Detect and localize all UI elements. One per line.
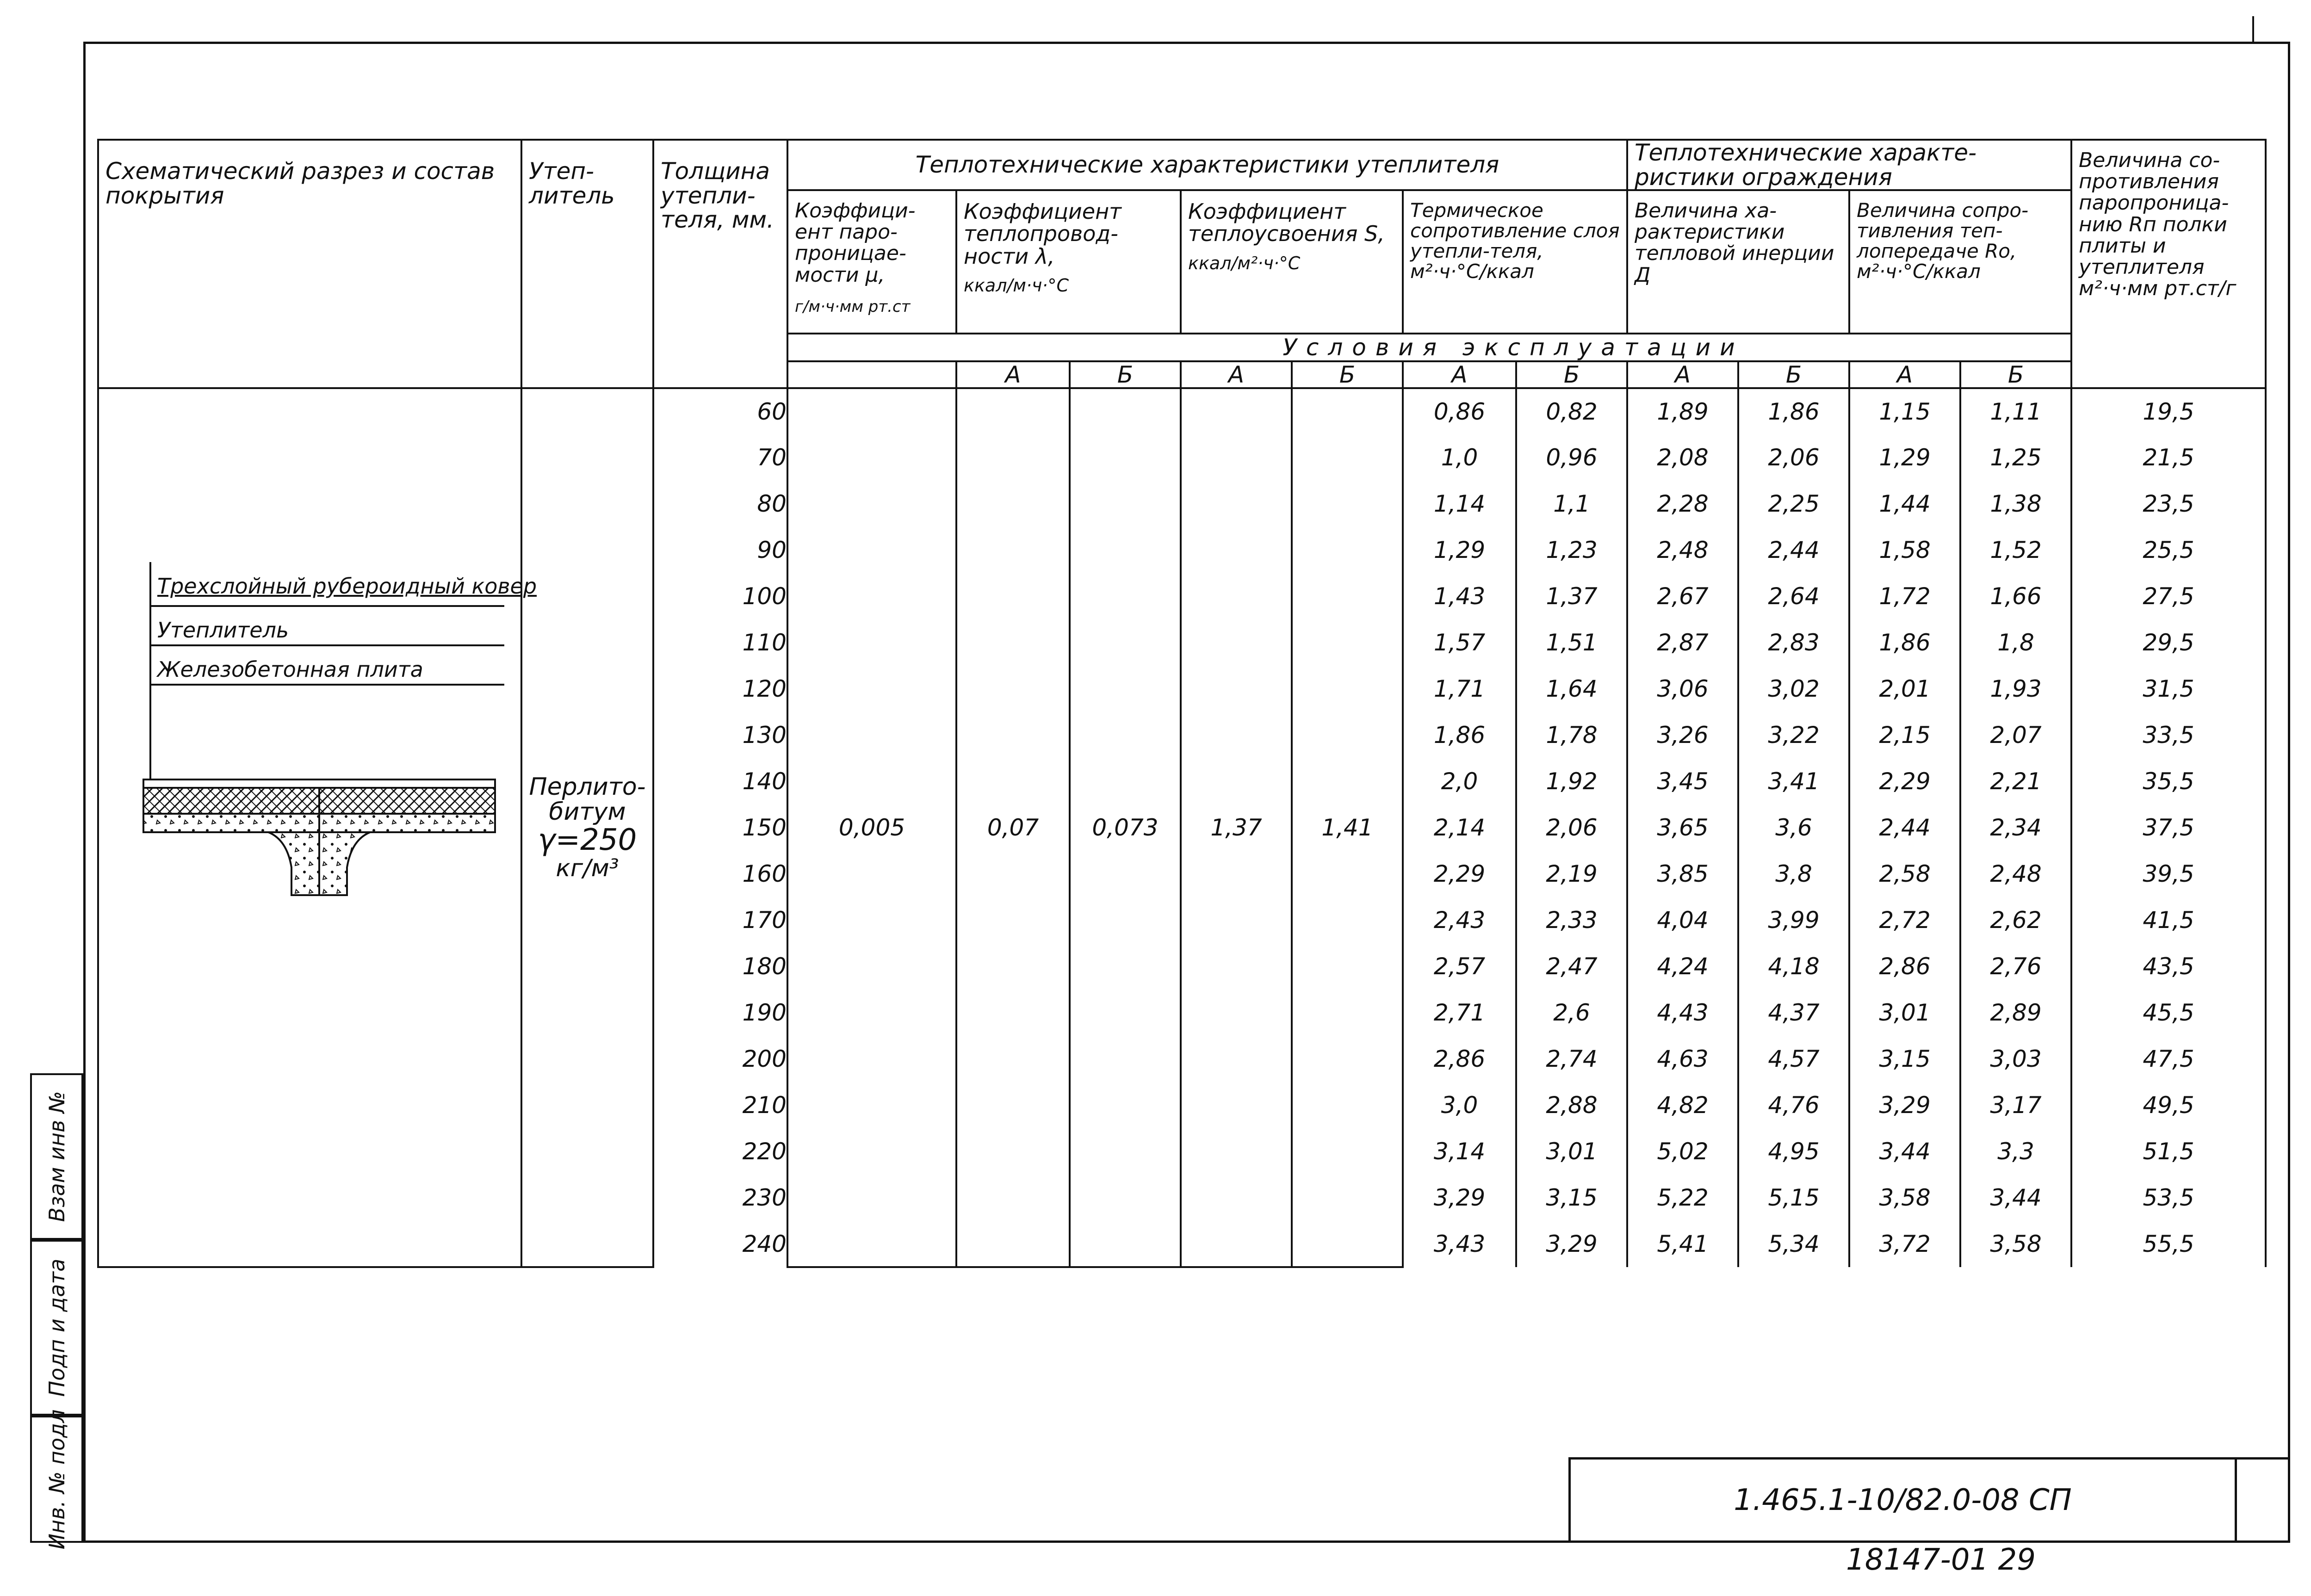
d-a-value: 4,43 [1627, 990, 1738, 1036]
ro-b-value: 3,58 [1960, 1221, 2071, 1267]
r-a-value: 3,43 [1403, 1221, 1516, 1267]
ro-a-value: 3,44 [1849, 1128, 1960, 1175]
ro-b-value: 2,89 [1960, 990, 2071, 1036]
insulation-name: Перлито-битум [529, 773, 646, 826]
d-a-value: 3,06 [1627, 666, 1738, 712]
ro-a-value: 2,01 [1849, 666, 1960, 712]
ro-b-value: 1,11 [1960, 388, 2071, 434]
cond-a: А [1181, 361, 1292, 388]
r-b-value: 3,01 [1516, 1128, 1627, 1175]
s-unit: ккал/м²·ч·°С [1188, 253, 1301, 273]
thickness-value: 200 [653, 1036, 787, 1082]
ro-a-value: 3,72 [1849, 1221, 1960, 1267]
rp-value: 33,5 [2071, 712, 2266, 758]
sheet-number: 18147-01 29 [1846, 1543, 2036, 1577]
r-a-value: 1,86 [1403, 712, 1516, 758]
r-a-value: 2,71 [1403, 990, 1516, 1036]
ab-spacer [787, 361, 956, 388]
d-a-value: 3,65 [1627, 804, 1738, 851]
ro-b-value: 2,21 [1960, 758, 2071, 804]
ro-b-value: 2,34 [1960, 804, 2071, 851]
d-b-value: 3,22 [1738, 712, 1849, 758]
lambda-unit: ккал/м·ч·°С [964, 275, 1069, 296]
ro-b-value: 1,66 [1960, 573, 2071, 619]
header-s [1181, 190, 1403, 334]
d-b-value: 4,57 [1738, 1036, 1849, 1082]
thickness-value: 70 [653, 434, 787, 481]
r-b-value: 0,96 [1516, 434, 1627, 481]
d-b-value: 5,34 [1738, 1221, 1849, 1267]
cond-spacer [787, 334, 956, 361]
cond-b: Б [1516, 361, 1627, 388]
d-b-value: 5,15 [1738, 1175, 1849, 1221]
d-a-value: 1,89 [1627, 388, 1738, 434]
r-b-value: 2,33 [1516, 897, 1627, 943]
cond-a: А [1403, 361, 1516, 388]
thickness-value: 230 [653, 1175, 787, 1221]
header-r: Термическое сопротивление слоя утепли-теля, м²·ч·°С/ккал [1403, 190, 1627, 334]
rp-value: 47,5 [2071, 1036, 2266, 1082]
insulation-unit: кг/м³ [556, 854, 619, 882]
document-code: 1.465.1-10/82.0-08 СП [1734, 1483, 2072, 1517]
insulation-cell [521, 388, 653, 1267]
thickness-value: 220 [653, 1128, 787, 1175]
rp-value: 49,5 [2071, 1082, 2266, 1128]
section-drawing [134, 562, 537, 904]
ro-a-value: 2,15 [1849, 712, 1960, 758]
r-b-value: 3,29 [1516, 1221, 1627, 1267]
cond-b: Б [1738, 361, 1849, 388]
r-a-value: 2,86 [1403, 1036, 1516, 1082]
ro-a-value: 3,58 [1849, 1175, 1960, 1221]
r-a-value: 1,14 [1403, 481, 1516, 527]
ro-b-value: 2,76 [1960, 943, 2071, 990]
r-a-value: 0,86 [1403, 388, 1516, 434]
binding-strip-sign-date [30, 1240, 83, 1416]
d-a-value: 2,87 [1627, 619, 1738, 666]
ro-a-value: 1,29 [1849, 434, 1960, 481]
d-a-value: 2,67 [1627, 573, 1738, 619]
d-b-value: 2,83 [1738, 619, 1849, 666]
cond-a: А [1627, 361, 1738, 388]
d-b-value: 2,06 [1738, 434, 1849, 481]
d-a-value: 5,02 [1627, 1128, 1738, 1175]
r-a-value: 1,57 [1403, 619, 1516, 666]
ro-a-value: 1,72 [1849, 573, 1960, 619]
r-a-value: 2,29 [1403, 851, 1516, 897]
legend-roofing: Трехслойный рубероидный ковер [157, 574, 537, 599]
thickness-value: 90 [653, 527, 787, 573]
rp-value: 43,5 [2071, 943, 2266, 990]
rp-value: 23,5 [2071, 481, 2266, 527]
ro-b-value: 2,62 [1960, 897, 2071, 943]
thickness-value: 190 [653, 990, 787, 1036]
r-b-value: 1,23 [1516, 527, 1627, 573]
roofing-layer [143, 779, 495, 788]
binding-strip-inv-no [30, 1409, 83, 1549]
header-insulation-characteristics: Теплотехнические характеристики утеплителя [787, 140, 1627, 190]
cond-b: Б [1070, 361, 1181, 388]
ro-a-value: 2,44 [1849, 804, 1960, 851]
r-b-value: 0,82 [1516, 388, 1627, 434]
d-a-value: 3,45 [1627, 758, 1738, 804]
lambda-a-value: 0,07 [956, 388, 1070, 1267]
r-b-value: 2,6 [1516, 990, 1627, 1036]
replace-inv-label: Взам инв № [44, 1091, 69, 1222]
d-b-value: 4,76 [1738, 1082, 1849, 1128]
d-b-value: 2,64 [1738, 573, 1849, 619]
r-b-value: 1,78 [1516, 712, 1627, 758]
ro-b-value: 3,03 [1960, 1036, 2071, 1082]
ro-a-value: 1,86 [1849, 619, 1960, 666]
ro-a-value: 2,72 [1849, 897, 1960, 943]
r-a-value: 2,43 [1403, 897, 1516, 943]
ro-a-value: 1,58 [1849, 527, 1960, 573]
thickness-value: 170 [653, 897, 787, 943]
rp-value: 37,5 [2071, 804, 2266, 851]
r-b-value: 2,74 [1516, 1036, 1627, 1082]
header-lambda [956, 190, 1181, 334]
ro-b-value: 1,38 [1960, 481, 2071, 527]
ro-a-value: 2,58 [1849, 851, 1960, 897]
mu-value: 0,005 [787, 388, 956, 1267]
lambda-label: Коэффициент теплопровод-ности λ, [964, 199, 1121, 269]
ro-a-value: 3,15 [1849, 1036, 1960, 1082]
header-conditions: Условия эксплуатации [956, 334, 2071, 361]
header-mu [787, 190, 956, 334]
rp-value: 39,5 [2071, 851, 2266, 897]
ro-a-value: 3,29 [1849, 1082, 1960, 1128]
ro-b-value: 1,93 [1960, 666, 2071, 712]
rp-value: 19,5 [2071, 388, 2266, 434]
r-b-value: 2,06 [1516, 804, 1627, 851]
ro-a-value: 3,01 [1849, 990, 1960, 1036]
rp-value: 25,5 [2071, 527, 2266, 573]
r-b-value: 1,1 [1516, 481, 1627, 527]
d-a-value: 5,22 [1627, 1175, 1738, 1221]
sign-date-label: Подп и дата [44, 1258, 69, 1397]
d-b-value: 3,6 [1738, 804, 1849, 851]
thickness-value: 210 [653, 1082, 787, 1128]
rp-value: 53,5 [2071, 1175, 2266, 1221]
rp-value: 51,5 [2071, 1128, 2266, 1175]
r-b-value: 1,51 [1516, 619, 1627, 666]
ro-a-value: 2,29 [1849, 758, 1960, 804]
d-b-value: 3,8 [1738, 851, 1849, 897]
d-a-value: 2,48 [1627, 527, 1738, 573]
d-a-value: 3,26 [1627, 712, 1738, 758]
d-b-value: 3,41 [1738, 758, 1849, 804]
r-b-value: 2,47 [1516, 943, 1627, 990]
header-vapor-resistance: Величина со-противления паропроница-нию Rп полки плиты и утеплителя м²·ч·мм рт.ст/г [2071, 140, 2266, 388]
ro-b-value: 1,25 [1960, 434, 2071, 481]
inv-no-label: Инв. № подл [44, 1409, 69, 1549]
d-b-value: 4,95 [1738, 1128, 1849, 1175]
cond-a: А [1849, 361, 1960, 388]
thickness-value: 180 [653, 943, 787, 990]
table-row [98, 388, 2266, 434]
header-enclosure-characteristics: Теплотехнические характе-ристики ограждения [1627, 140, 2071, 190]
r-b-value: 2,88 [1516, 1082, 1627, 1128]
r-a-value: 3,14 [1403, 1128, 1516, 1175]
cond-b: Б [1292, 361, 1403, 388]
r-b-value: 2,19 [1516, 851, 1627, 897]
thickness-value: 160 [653, 851, 787, 897]
d-a-value: 2,08 [1627, 434, 1738, 481]
rp-value: 55,5 [2071, 1221, 2266, 1267]
r-b-value: 1,92 [1516, 758, 1627, 804]
d-b-value: 4,37 [1738, 990, 1849, 1036]
roof-section-svg [134, 562, 523, 904]
insulation-density: γ=250 [538, 823, 637, 857]
ro-b-value: 3,44 [1960, 1175, 2071, 1221]
thickness-value: 150 [653, 804, 787, 851]
header-section: Схематический разрез и состав покрытия [98, 140, 521, 388]
ro-a-value: 1,15 [1849, 388, 1960, 434]
stamp-divider [2235, 1460, 2237, 1540]
thickness-value: 140 [653, 758, 787, 804]
rp-value: 45,5 [2071, 990, 2266, 1036]
thickness-value: 110 [653, 619, 787, 666]
lambda-b-value: 0,073 [1070, 388, 1181, 1267]
thickness-value: 80 [653, 481, 787, 527]
ro-b-value: 2,07 [1960, 712, 2071, 758]
r-a-value: 3,0 [1403, 1082, 1516, 1128]
d-b-value: 3,02 [1738, 666, 1849, 712]
corner-mark [2252, 16, 2254, 43]
d-b-value: 3,99 [1738, 897, 1849, 943]
r-a-value: 2,14 [1403, 804, 1516, 851]
ro-b-value: 3,17 [1960, 1082, 2071, 1128]
header-d: Величина ха-рактеристики тепловой инерции Д [1627, 190, 1849, 334]
r-a-value: 1,29 [1403, 527, 1516, 573]
header-ro: Величина сопро-тивления теп-лопередаче Rо, м²·ч·°С/ккал [1849, 190, 2071, 334]
rp-value: 27,5 [2071, 573, 2266, 619]
d-a-value: 4,24 [1627, 943, 1738, 990]
d-a-value: 4,63 [1627, 1036, 1738, 1082]
d-a-value: 4,04 [1627, 897, 1738, 943]
ro-b-value: 1,8 [1960, 619, 2071, 666]
r-b-value: 1,37 [1516, 573, 1627, 619]
header-insulation: Утеп-литель [521, 140, 653, 388]
binding-strip-replace-inv [30, 1073, 83, 1240]
title-stamp [1568, 1457, 2290, 1543]
r-a-value: 2,57 [1403, 943, 1516, 990]
header-thickness: Толщина утепли-теля, мм. [653, 140, 787, 388]
r-a-value: 1,43 [1403, 573, 1516, 619]
thickness-value: 60 [653, 388, 787, 434]
cond-a: А [956, 361, 1070, 388]
r-b-value: 1,64 [1516, 666, 1627, 712]
ro-a-value: 2,86 [1849, 943, 1960, 990]
rp-value: 21,5 [2071, 434, 2266, 481]
d-b-value: 2,44 [1738, 527, 1849, 573]
r-a-value: 1,0 [1403, 434, 1516, 481]
ro-b-value: 1,52 [1960, 527, 2071, 573]
d-a-value: 5,41 [1627, 1221, 1738, 1267]
rp-value: 31,5 [2071, 666, 2266, 712]
thickness-value: 240 [653, 1221, 787, 1267]
d-b-value: 1,86 [1738, 388, 1849, 434]
d-a-value: 2,28 [1627, 481, 1738, 527]
s-label: Коэффициент теплоусвоения S, [1188, 199, 1385, 247]
rp-value: 29,5 [2071, 619, 2266, 666]
d-a-value: 3,85 [1627, 851, 1738, 897]
mu-unit: г/м·ч·мм рт.ст [795, 297, 911, 316]
thickness-value: 100 [653, 573, 787, 619]
r-a-value: 3,29 [1403, 1175, 1516, 1221]
d-b-value: 2,25 [1738, 481, 1849, 527]
legend-insulation: Утеплитель [157, 618, 289, 643]
mu-label: Коэффици-ент паро-проницае-мости μ, [795, 199, 916, 287]
cond-b: Б [1960, 361, 2071, 388]
rp-value: 35,5 [2071, 758, 2266, 804]
ro-b-value: 2,48 [1960, 851, 2071, 897]
d-b-value: 4,18 [1738, 943, 1849, 990]
r-b-value: 3,15 [1516, 1175, 1627, 1221]
s-b-value: 1,41 [1292, 388, 1403, 1267]
thickness-value: 130 [653, 712, 787, 758]
r-a-value: 2,0 [1403, 758, 1516, 804]
thickness-value: 120 [653, 666, 787, 712]
ro-b-value: 3,3 [1960, 1128, 2071, 1175]
rp-value: 41,5 [2071, 897, 2266, 943]
ro-a-value: 1,44 [1849, 481, 1960, 527]
s-a-value: 1,37 [1181, 388, 1292, 1267]
legend-slab: Железобетонная плита [157, 657, 423, 682]
r-a-value: 1,71 [1403, 666, 1516, 712]
d-a-value: 4,82 [1627, 1082, 1738, 1128]
